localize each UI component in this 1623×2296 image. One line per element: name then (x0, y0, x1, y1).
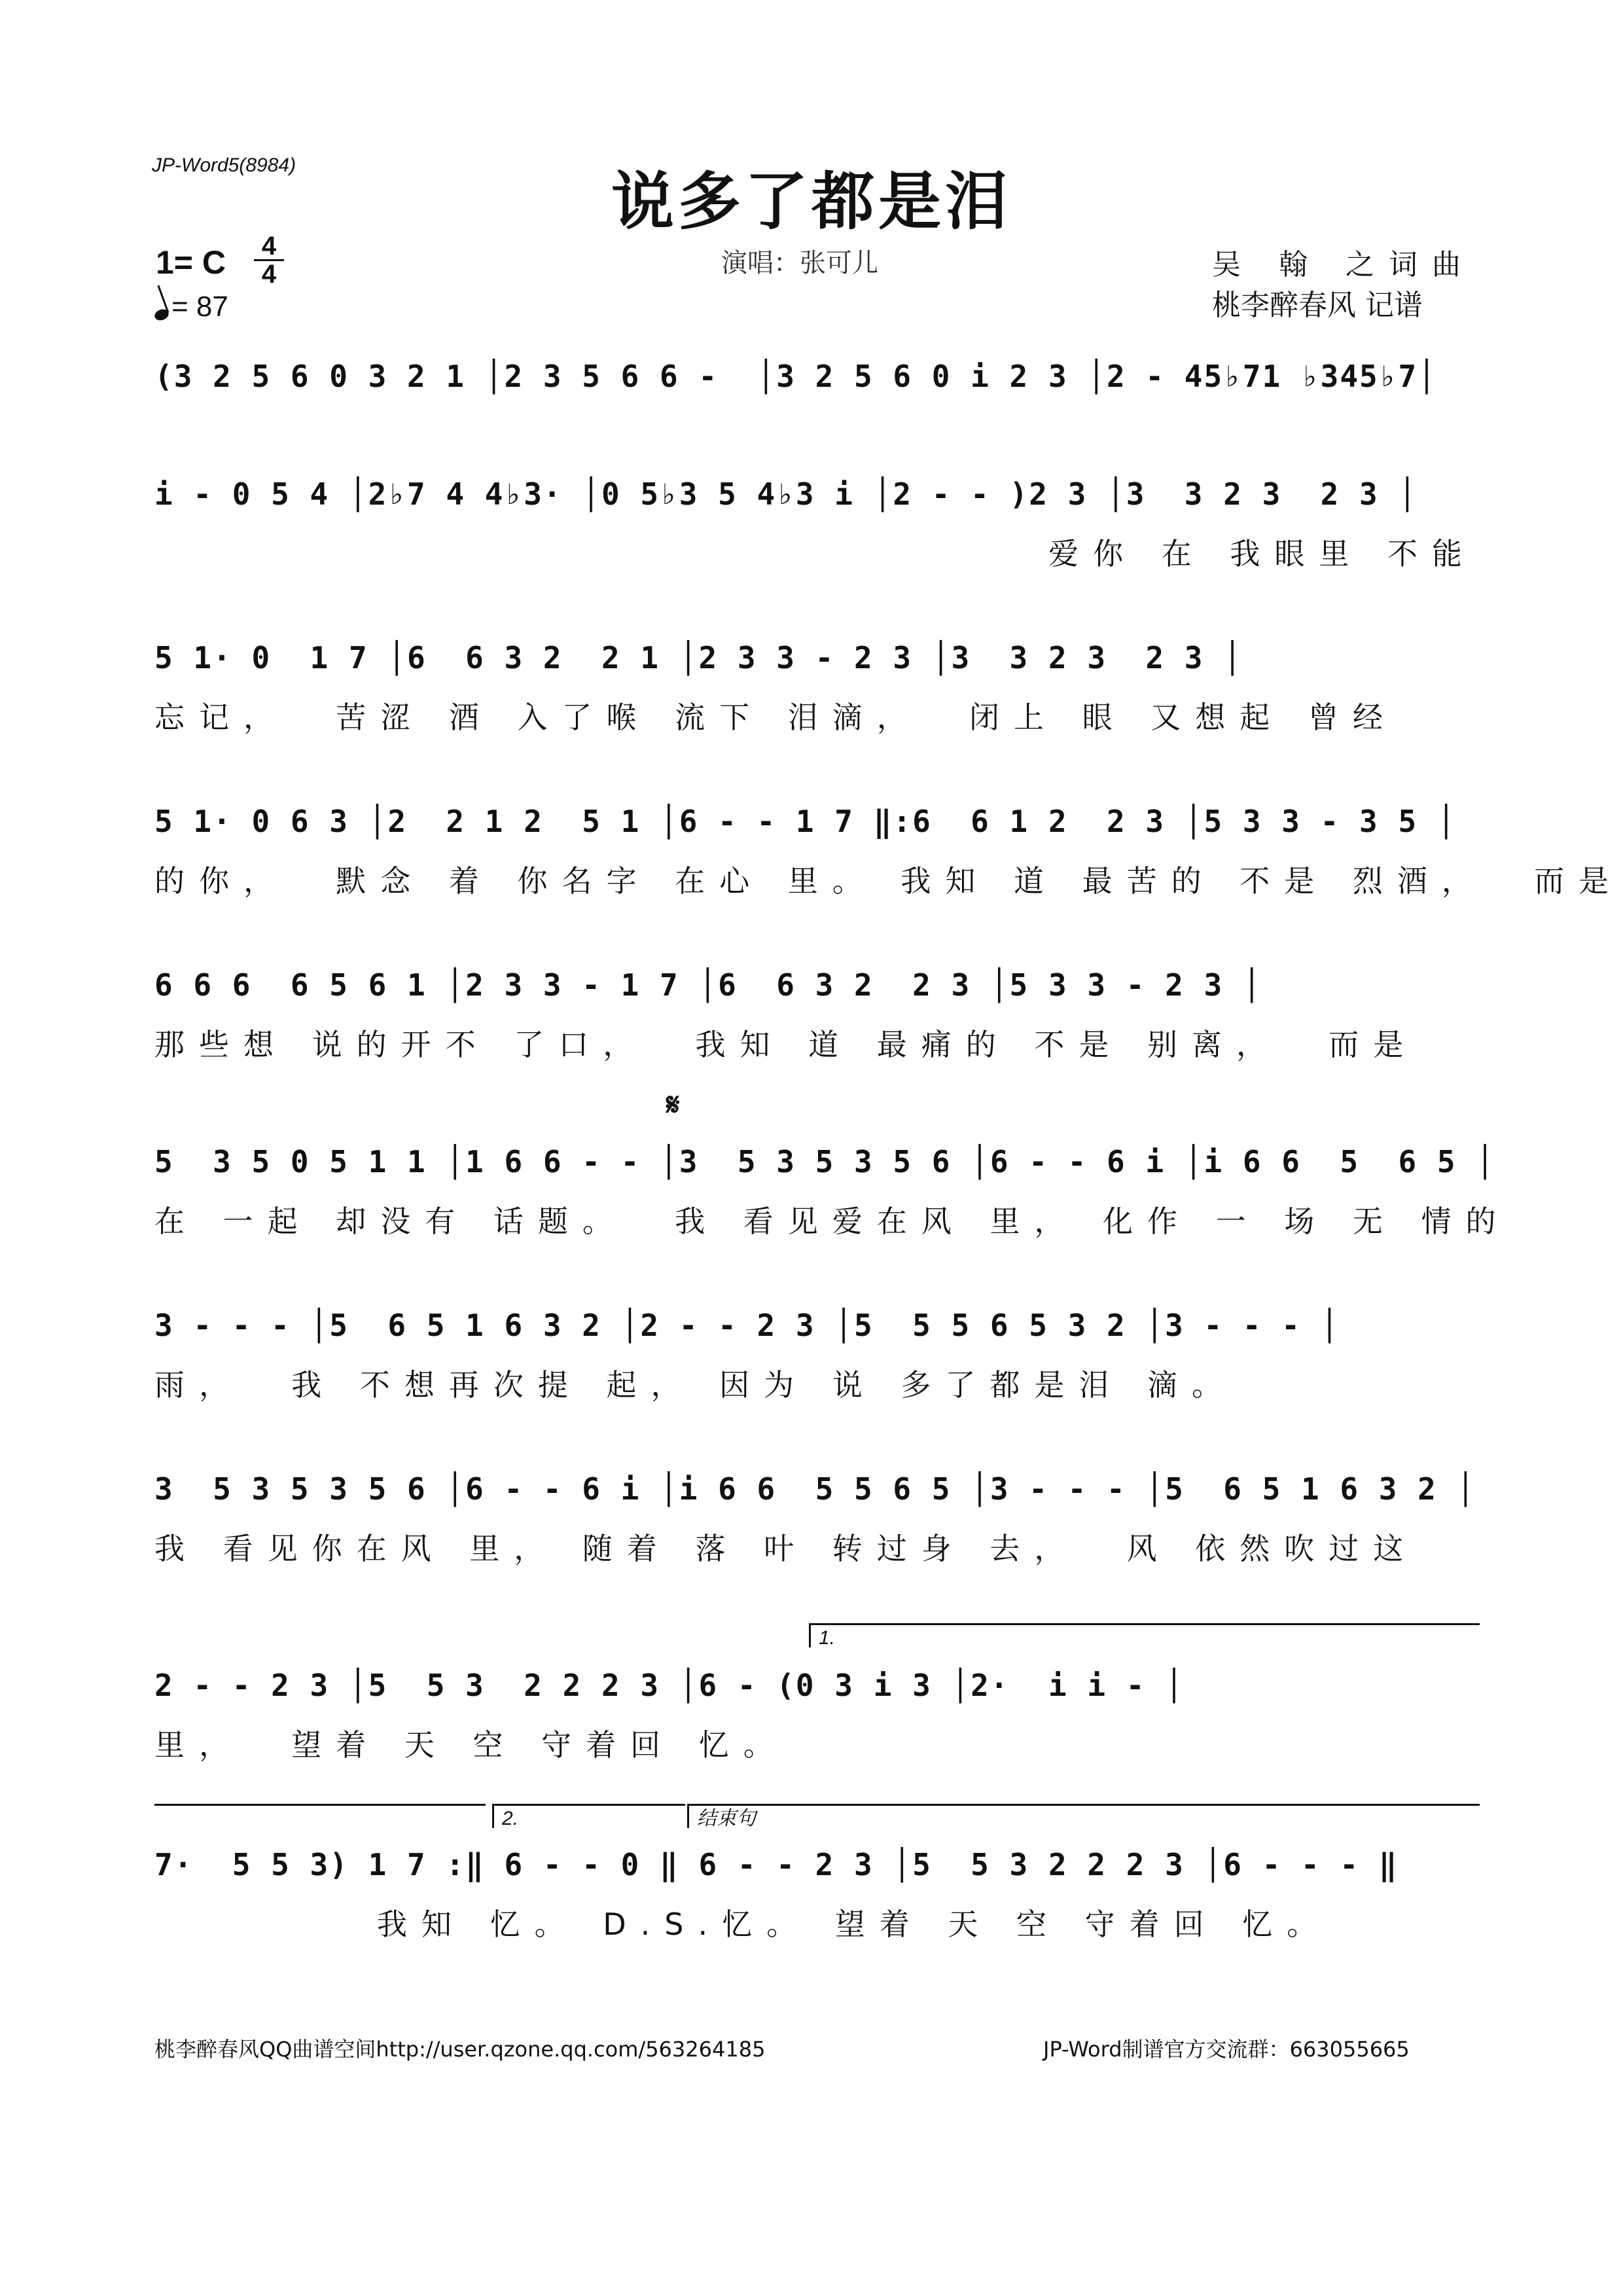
notation-line: 6 6 6 6 5 6 1 │2 3 3 - 1 7 │6 6 3 2 2 3 │5 3 3 - 2 3 │ (154, 967, 1262, 1003)
lyric-line: 忘记， 苦涩 酒 入了喉 流下 泪滴， 闭上 眼 又想起 曾经 (154, 700, 1397, 735)
footer-left: 桃李醉春风QQ曲谱空间http://user.qzone.qq.com/563264185 (154, 2037, 766, 2062)
staff-system-7 (154, 1296, 1476, 1427)
lyric-line: 的你， 默念 着 你名字 在心 里。 我知 道 最苦的 不是 烈酒， 而是 (154, 863, 1623, 899)
coda-bracket (687, 1804, 1480, 1828)
notation-line: 2 - - 2 3 │5 5 3 2 2 2 3 │6 - (0 3 i 3 │2· i i - │ (154, 1668, 1185, 1703)
volta-2-label: 2. (502, 1808, 519, 1829)
key-signature: 1= C (156, 244, 226, 281)
lyric-line: 爱你 在 我眼里 不能 (1048, 536, 1476, 571)
lyricist-composer: 吴 翰 之词曲 (1212, 248, 1475, 281)
time-signature (254, 233, 284, 287)
notation-line: 5 1· 0 6 3 │2 2 1 2 5 1 │6 - - 1 7 ‖:6 6 1 2 2 3 │5 3 3 - 3 5 │ (154, 804, 1457, 839)
staff-system-4 (154, 792, 1623, 923)
staff-system-3 (154, 628, 1476, 759)
notation-line: 3 5 3 5 3 5 6 │6 - - 6 i │i 6 6 5 5 6 5 │3 - - - │5 6 5 1 6 3 2 │ (154, 1471, 1476, 1507)
volta-2-bracket (492, 1804, 685, 1828)
lyric-line: 雨， 我 不想再次提 起， 因为 说 多了都是泪 滴。 (154, 1367, 1236, 1403)
notation-line: 3 - - - │5 6 5 1 6 3 2 │2 - - 2 3 │5 5 5 6 5 3 2 │3 - - - │ (154, 1308, 1340, 1343)
software-version: JP-Word5(8984) (152, 154, 296, 176)
tempo-value: = 87 (171, 291, 228, 323)
meter-top: 4 (254, 233, 284, 261)
lyric-line: 里， 望着 天 空 守着回 忆。 (154, 1727, 788, 1763)
notation-line: 7· 5 5 3) 1 7 :‖ 6 - - 0 ‖ 6 - - 2 3 │5 5 3 2 2 2 3 │6 - - - ‖ (154, 1847, 1399, 1882)
meter-bottom: 4 (261, 260, 277, 289)
notation-line: (3 2 5 6 0 3 2 1 │2 3 5 6 6 - │3 2 5 6 0 i 2 3 │2 - 45♭71 ♭345♭7│ (154, 359, 1437, 394)
notation-line: 5 3 5 0 5 1 1 │1 6 6 - - │3 5 3 5 3 5 6 │6 - - 6 i │i 6 6 5 6 5 │ (154, 1144, 1495, 1179)
song-title: 说多了都是泪 (611, 164, 1012, 238)
quarter-note-icon (153, 308, 170, 323)
volta-1-label: 1. (819, 1627, 836, 1649)
volta-1-continuation (154, 1804, 486, 1806)
coda-label: 结束句 (697, 1808, 756, 1829)
lyric-line: 我知 忆。 D.S.忆。 望着 天 空 守着回 忆。 (377, 1907, 1332, 1942)
transcriber: 桃李醉春风 记谱 (1212, 289, 1423, 322)
staff-system-5 (154, 956, 1476, 1086)
lyric-line: 在 一起 却没有 话题。 我 看见爱在风 里， 化作 一 场 无 情的 (154, 1204, 1510, 1239)
notation-line: i - 0 5 4 │2♭7 4 4♭3· │0 5♭3 5 4♭3 i │2 - - )2 3 │3 3 2 3 2 3 │ (154, 476, 1418, 512)
staff-system-8 (154, 1460, 1476, 1590)
tempo-marking (154, 291, 228, 323)
staff-system-6 (154, 1132, 1510, 1263)
lyric-line: 那些想 说的开不 了口， 我知 道 最痛的 不是 别离， 而是 (154, 1027, 1418, 1062)
staff-system-2 (154, 465, 1476, 596)
staff-system-1 (154, 347, 1476, 478)
segno-sign: 𝄋 (666, 1086, 680, 1123)
singer: 演唱：张可儿 (721, 248, 878, 278)
notation-line: 5 1· 0 1 7 │6 6 3 2 2 1 │2 3 3 - 2 3 │3 3 2 3 2 3 │ (154, 640, 1243, 675)
lyric-line: 我 看见你在风 里， 随着 落 叶 转过身 去， 风 依然吹过这 (154, 1531, 1418, 1566)
volta-1-bracket (809, 1623, 1480, 1647)
staff-system-10 (154, 1835, 1476, 1966)
footer-right: JP-Word制谱官方交流群：663055665 (1043, 2037, 1410, 2062)
staff-system-9 (154, 1656, 1476, 1787)
